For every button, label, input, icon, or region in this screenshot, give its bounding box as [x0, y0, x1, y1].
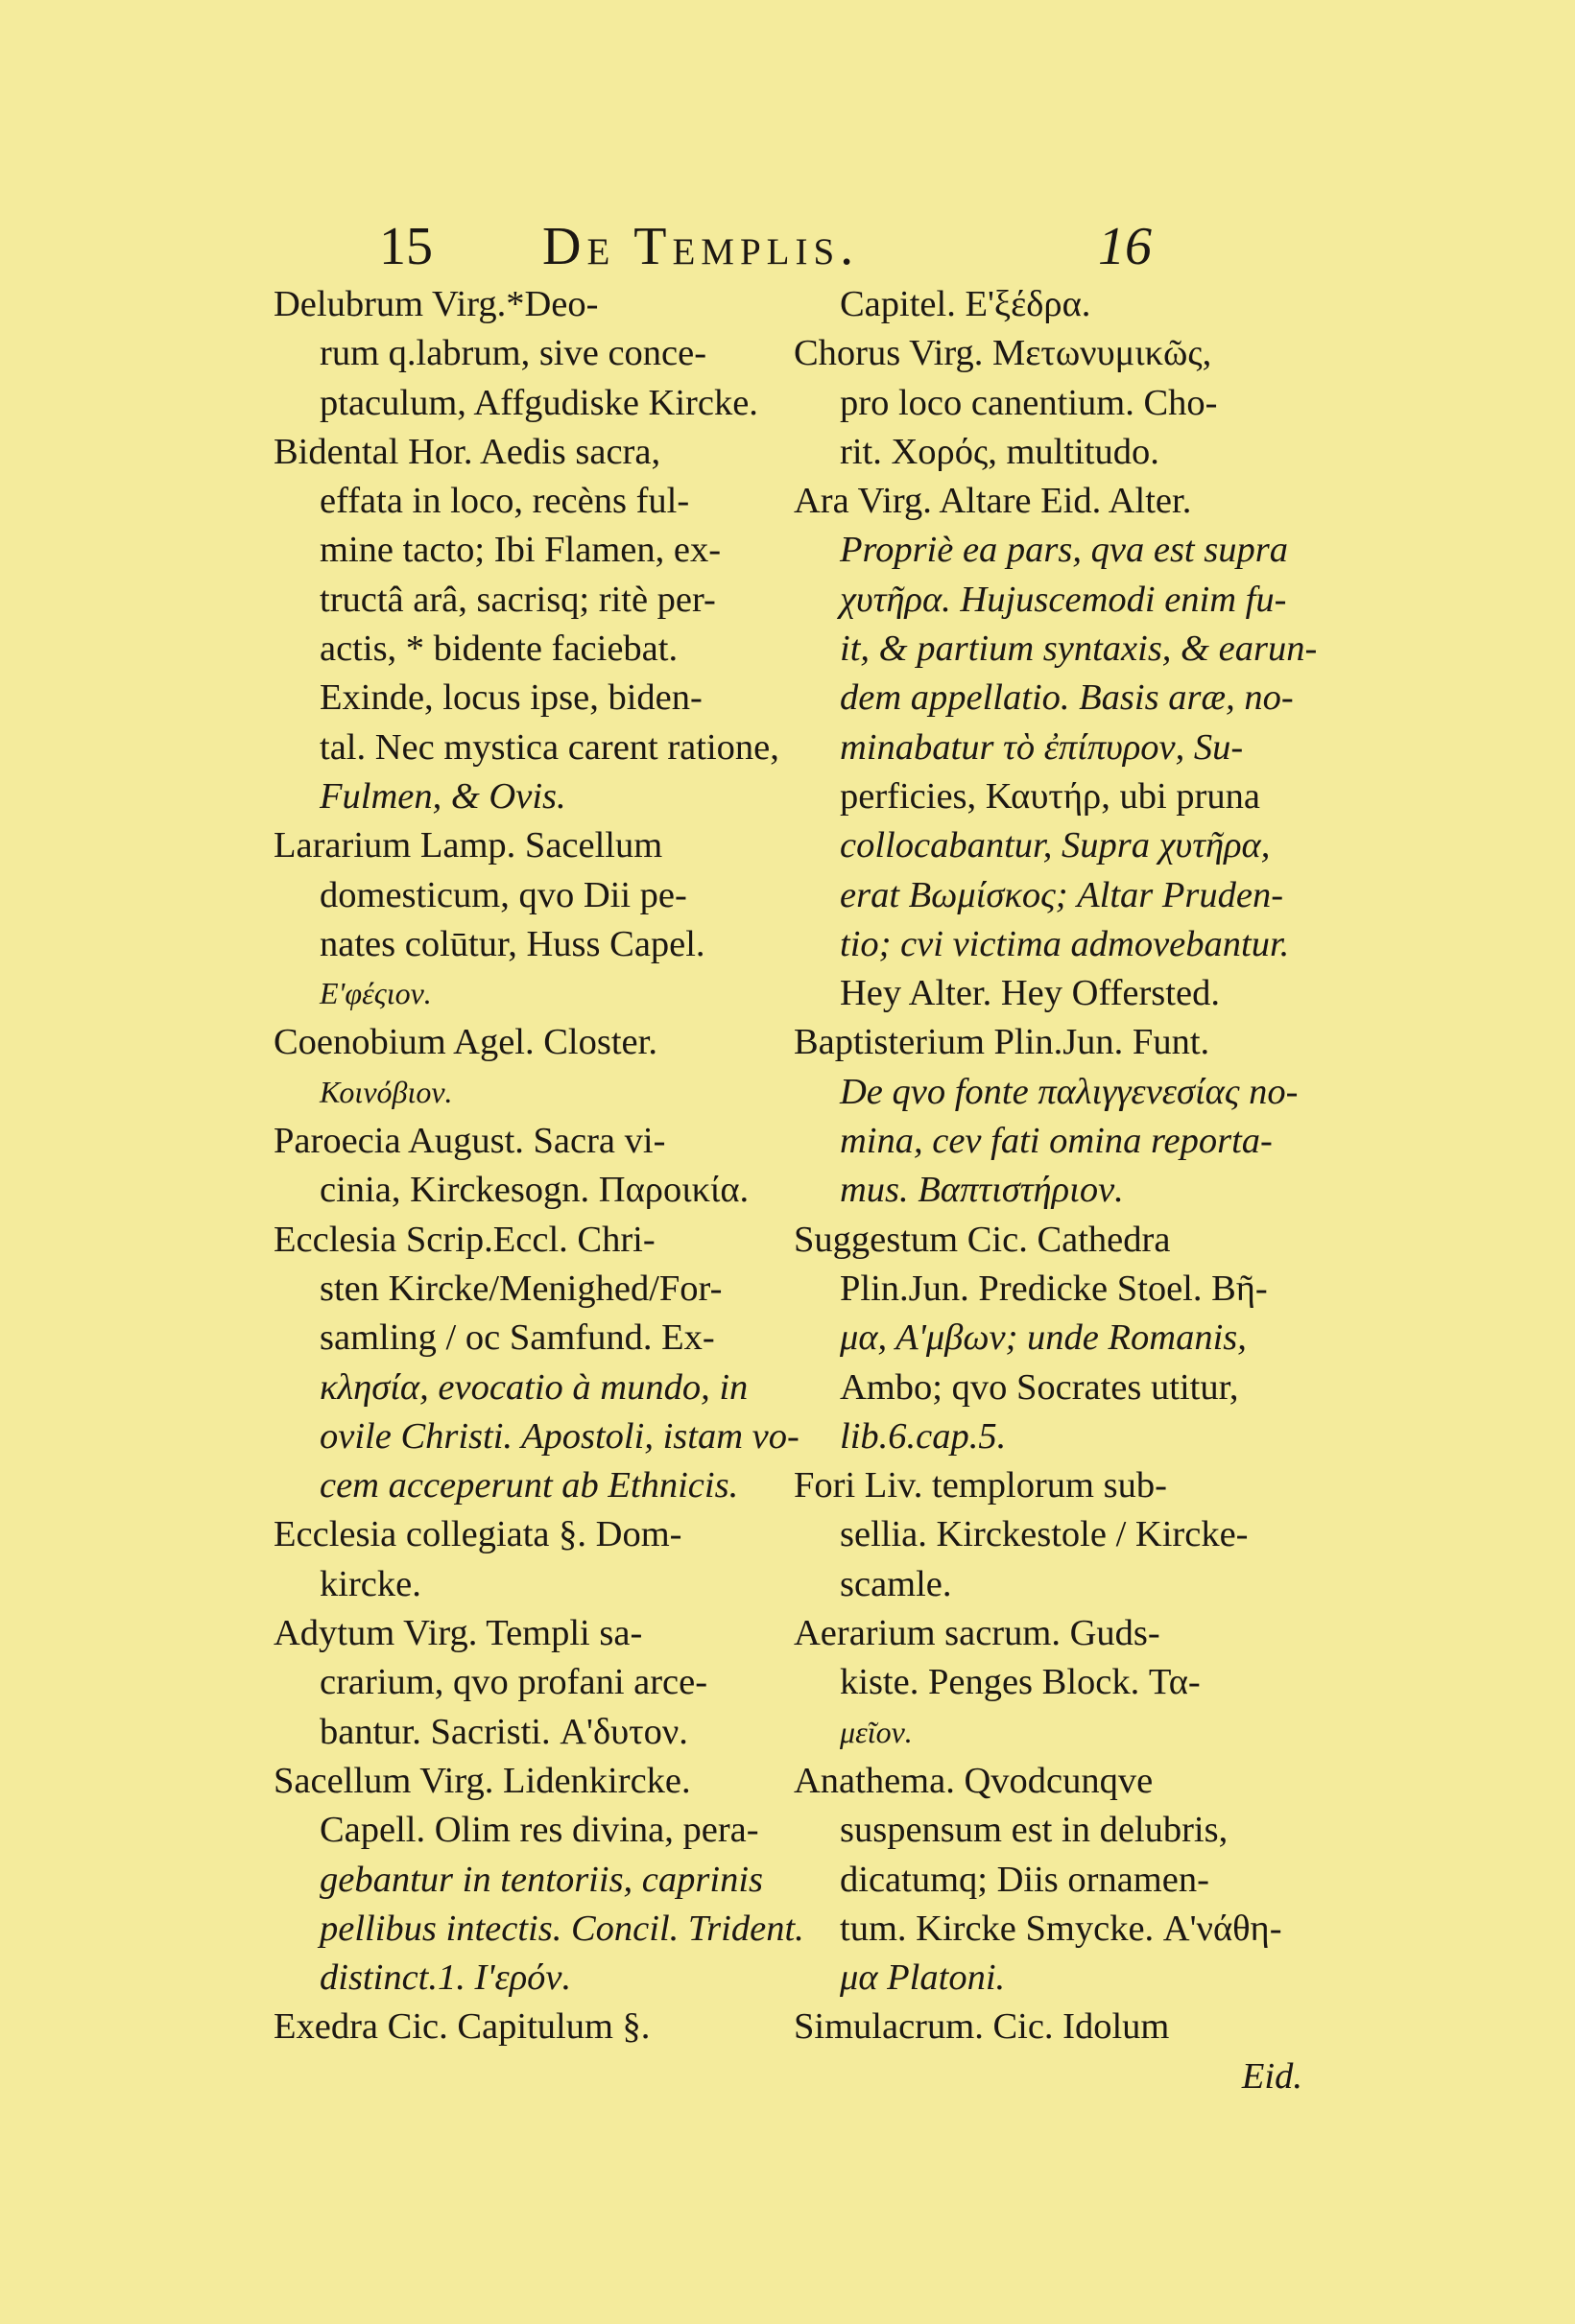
text-line: Ε'φέςιον.	[320, 976, 432, 1011]
text-line: rum q.labrum, sive conce-	[320, 333, 707, 374]
text-line: Simulacrum. Cic. Idolum	[794, 2006, 1170, 2048]
catchword: Eid.	[1241, 2055, 1302, 2097]
text-line: Fori Liv. templorum sub-	[794, 1465, 1167, 1506]
text-line: Capell. Olim res divina, pera-	[320, 1810, 759, 1851]
text-line: Adytum Virg. Templi sa-	[274, 1613, 643, 1654]
running-title: De Templis.	[542, 217, 860, 276]
text-line: Fulmen, & Ovis.	[320, 775, 566, 817]
text-line: Κοινόβιον.	[320, 1074, 453, 1109]
text-line: rit. Χορός, multitudo.	[840, 431, 1159, 472]
text-line: De qvo fonte παλιγγενεσίας no-	[840, 1071, 1299, 1112]
text-line: tio; cvi victima admovebantur.	[840, 923, 1290, 964]
page-number-left: 15	[379, 217, 433, 276]
text-line: Suggestum Cic. Cathedra	[794, 1219, 1171, 1260]
text-line: perficies, Καυτήρ, ubi pruna	[840, 775, 1260, 817]
text-line: Ara Virg. Altare Eid. Alter.	[794, 481, 1192, 522]
text-line: lib.6.cap.5.	[840, 1415, 1007, 1457]
text-line: collocabantur, Supra χυτῆρα,	[840, 825, 1271, 866]
text-line: actis, * bidente faciebat.	[320, 628, 679, 670]
text-line: Hey Alter. Hey Offersted.	[840, 973, 1220, 1014]
text-line: domesticum, qvo Dii pe-	[320, 874, 687, 915]
text-line: effata in loco, recèns ful-	[320, 481, 690, 522]
text-line: kircke.	[320, 1563, 421, 1604]
text-line: tructâ arâ, sacrisq; ritè per-	[320, 579, 716, 620]
text-line: crarium, qvo profani arce-	[320, 1662, 708, 1703]
text-line: kiste. Penges Block. Τα-	[840, 1662, 1201, 1703]
text-line: suspensum est in delubris,	[840, 1810, 1229, 1851]
text-line: κλησία, evocatio à mundo, in	[320, 1366, 749, 1408]
text-line: it, & partium syntaxis, & earun-	[840, 628, 1318, 670]
text-line: cem acceperunt ab Ethnicis.	[320, 1465, 739, 1506]
text-line: Propriè ea pars, qva est supra	[840, 530, 1288, 571]
text-line: sten Kircke/Menighed/For-	[320, 1268, 723, 1309]
text-line: dem appellatio. Basis aræ, no-	[840, 677, 1294, 719]
text-line: μα, Α'μβων; unde Romanis,	[840, 1317, 1247, 1359]
text-line: Coenobium Agel. Closter.	[274, 1022, 657, 1063]
page-header	[379, 213, 1152, 280]
text-line: Chorus Virg. Μετωνυμικῶς,	[794, 333, 1212, 374]
text-line: samling / oc Samfund. Ex-	[320, 1317, 715, 1359]
text-line: pellibus intectis. Concil. Trident.	[320, 1908, 804, 1949]
text-line: Ambo; qvo Socrates utitur,	[840, 1366, 1239, 1408]
text-line: Paroecia August. Sacra vi-	[274, 1121, 666, 1162]
right-column	[794, 280, 1318, 2101]
text-line: Delubrum Virg.*Deo-	[274, 284, 599, 324]
text-line: distinct.1. Ι'ερόν.	[320, 1957, 572, 1999]
left-column	[274, 280, 804, 2052]
text-line: mine tacto; Ibi Flamen, ex-	[320, 530, 722, 571]
text-line: sellia. Kirckestole / Kircke-	[840, 1514, 1249, 1555]
text-line: Capitel. Ε'ξέδρα.	[840, 284, 1091, 324]
text-line: μα Platoni.	[840, 1957, 1006, 1999]
text-line: ptaculum, Affgudiske Kircke.	[320, 382, 758, 423]
text-line: Exinde, locus ipse, biden-	[320, 677, 703, 719]
text-line: nates colūtur, Huss Capel.	[320, 923, 705, 964]
text-line: mina, cev fati omina reporta-	[840, 1121, 1273, 1162]
text-line: mus. Βαπτιστήριον.	[840, 1170, 1124, 1211]
text-line: Ecclesia collegiata §. Dom-	[274, 1514, 682, 1555]
text-line: Bidental Hor. Aedis sacra,	[274, 431, 661, 472]
text-line: erat Βωμίσκος; Altar Pruden-	[840, 874, 1284, 915]
page-number-right: 16	[1098, 217, 1152, 276]
text-line: μεῖον.	[840, 1714, 913, 1749]
text-line: Lararium Lamp. Sacellum	[274, 825, 663, 866]
text-line: scamle.	[840, 1563, 952, 1604]
text-line: ovile Christi. Apostoli, istam vo-	[320, 1415, 799, 1457]
text-line: tal. Nec mystica carent ratione,	[320, 726, 779, 768]
text-line: bantur. Sacristi. Α'δυτον.	[320, 1711, 688, 1752]
text-line: minabatur τὸ ἐπίπυρον, Su-	[840, 726, 1244, 768]
text-line: gebantur in tentoriis, caprinis	[320, 1859, 763, 1900]
text-line: Anathema. Qvodcunqve	[794, 1760, 1154, 1801]
text-line: Exedra Cic. Capitulum §.	[274, 2006, 651, 2048]
text-line: dicatumq; Diis ornamen-	[840, 1859, 1209, 1900]
text-line: Aerarium sacrum. Guds-	[794, 1613, 1160, 1654]
text-line: pro loco canentium. Cho-	[840, 382, 1218, 423]
text-line: Baptisterium Plin.Jun. Funt.	[794, 1022, 1210, 1063]
text-line: Ecclesia Scrip.Eccl. Chri-	[274, 1219, 656, 1260]
text-line: Plin.Jun. Predicke Stoel. Βῆ-	[840, 1268, 1268, 1309]
text-line: Sacellum Virg. Lidenkircke.	[274, 1760, 691, 1801]
text-line: cinia, Kirckesogn. Παροικία.	[320, 1170, 750, 1211]
text-line: χυτῆρα. Hujuscemodi enim fu-	[840, 579, 1287, 620]
text-line: tum. Kircke Smycke. Α'νάθη-	[840, 1908, 1282, 1949]
